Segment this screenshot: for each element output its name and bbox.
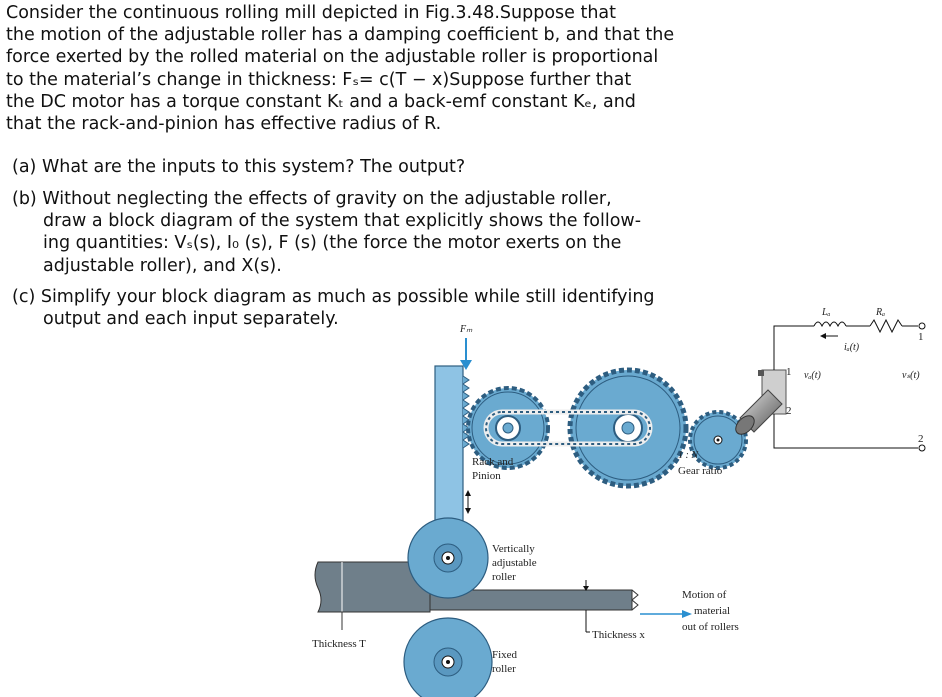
va-label: vₐ(t) [804, 370, 821, 381]
motion-arrow [640, 610, 692, 618]
problem-line: force exerted by the rolled material on the adjustable roller is proportional [6, 47, 659, 68]
fixed-roller-label-1: Fixed [492, 649, 518, 661]
question-a [12, 156, 465, 178]
adjustable-roller [408, 518, 488, 598]
question-line: adjustable roller), and X(s). [43, 255, 282, 276]
question-line: (c) Simplify your block diagram as much as possible while still identifying [12, 287, 655, 307]
adjustable-roller-label-2: adjustable [492, 557, 537, 569]
adjustable-roller-label-1: Vertically [492, 543, 535, 555]
Ra-label: Rₐ [876, 307, 886, 318]
fixed-roller-label-2: roller [492, 663, 516, 675]
adjustable-roller-label-3: roller [492, 571, 516, 583]
question-line: ing quantities: Vₛ(s), I₀ (s), F (s) (the force the motor exerts on the [43, 233, 622, 254]
rack-motion-arrow [465, 490, 471, 514]
motion-label-2: material [694, 605, 731, 617]
ia-label: iₐ(t) [844, 342, 860, 353]
large-gear [570, 370, 686, 486]
thickness-x-label: Thickness x [592, 629, 645, 641]
question-line: (a) What are the inputs to this system? The output? [12, 157, 466, 177]
problem-line: the motion of the adjustable roller has a damping coefficient b, and that the [6, 25, 675, 46]
motor-terminal-2: 2 [786, 405, 792, 417]
rack-pinion-label-2: Pinion [472, 470, 501, 482]
La-label: Lₐ [822, 307, 831, 318]
question-line: output and each input separately. [43, 309, 339, 330]
motor-gear [690, 412, 746, 468]
gear-ratio-label: Gear ratio [678, 465, 723, 477]
force-arrow-fm [459, 324, 473, 370]
rolling-mill-figure [290, 300, 942, 697]
armature-circuit [774, 307, 925, 451]
terminal-2: 2 [918, 433, 924, 445]
dc-motor [732, 366, 791, 438]
question-b [12, 188, 641, 277]
motion-label-3: out of rollers [682, 621, 739, 633]
question-line: draw a block diagram of the system that explicitly shows the follow- [43, 211, 642, 232]
thickness-T-label: Thickness T [312, 638, 366, 650]
vs-label: vₛ(t) [902, 370, 920, 381]
motor-terminal-1: 1 [786, 366, 792, 378]
motion-label-1: Motion of [682, 589, 727, 601]
question-line: (b) Without neglecting the effects of gravity on the adjustable roller, [12, 189, 612, 209]
terminal-1: 1 [918, 331, 924, 343]
rack-pinion-label-1: Rack and [472, 456, 514, 468]
gear-ratio-value: 1 : N [678, 450, 698, 461]
problem-line: to the material’s change in thickness: Fₛ= c(T − x)Suppose further that [6, 69, 632, 90]
fixed-roller [404, 618, 492, 697]
fm-label: Fₘ [460, 324, 473, 335]
problem-statement [6, 2, 726, 135]
problem-line: Consider the continuous rolling mill depicted in Fig.3.48.Suppose that [6, 3, 617, 23]
problem-line: the DC motor has a torque constant Kₜ and a back-emf constant Kₑ, and [6, 91, 636, 112]
problem-line: that the rack-and-pinion has effective radius of R. [6, 114, 442, 135]
